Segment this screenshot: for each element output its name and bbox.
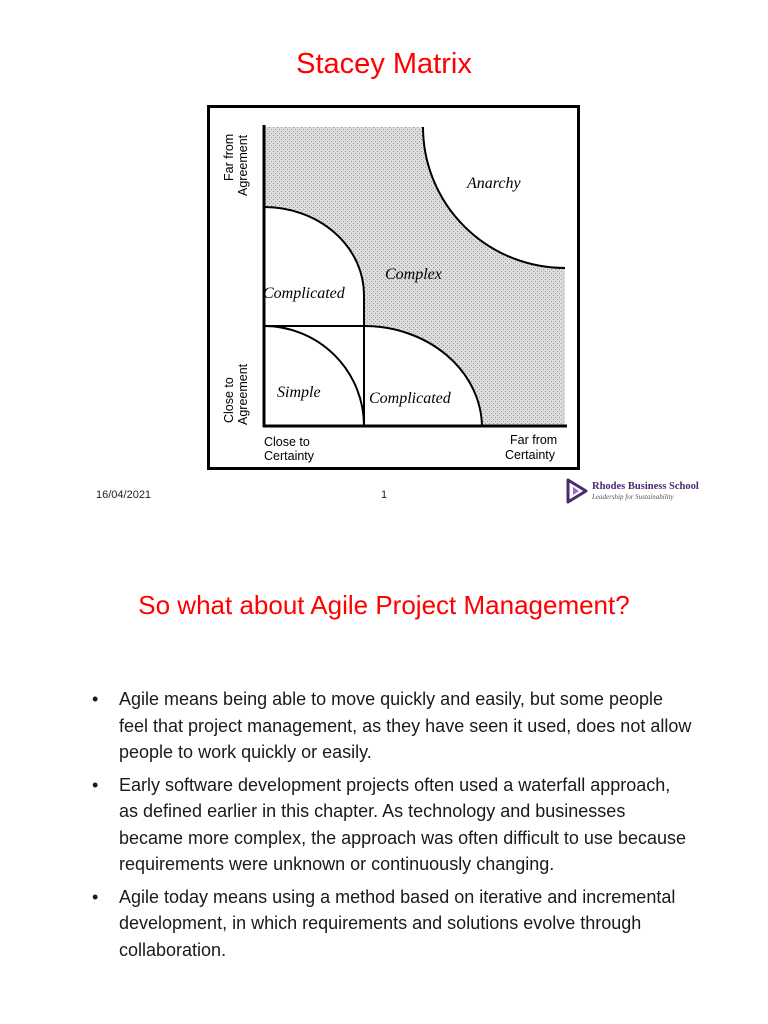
region-label-complex: Complex [385, 266, 442, 283]
bullet-icon: • [92, 689, 99, 709]
list-item [92, 772, 692, 878]
stacey-matrix-diagram [207, 105, 580, 470]
region-label-simple: Simple [277, 384, 321, 401]
y-axis-top-label-line1: Far from [222, 133, 236, 181]
list-item [92, 884, 692, 964]
x-axis-left-label-line1: Close to [264, 435, 310, 449]
footer-date: 16/04/2021 [96, 489, 152, 501]
region-label-complicated-lower: Complicated [369, 390, 451, 407]
y-axis-top-label-line2: Agreement [236, 134, 250, 196]
bullet-icon: • [92, 774, 99, 795]
y-axis-bottom-label-line2: Agreement [236, 363, 250, 425]
x-axis-right-label-line2: Certainty [505, 448, 556, 462]
bullet-text: Agile means being able to move quickly and easily, but some people feel that project management, as they have seen it used, does not allow people to work quickly or easily. [119, 689, 692, 762]
x-axis-left-label-line2: Certainty [264, 449, 315, 463]
bullet-text: Early software development projects often used a waterfall approach, as defined earlier in this chapter. As technology and businesses became more complex, the approach was often difficult to use because requirements were unknown or continuously changing. [119, 774, 686, 874]
logo-mark-icon [565, 478, 589, 504]
bullet-icon: • [92, 886, 99, 907]
slide-title: Stacey Matrix [296, 48, 472, 80]
region-label-complicated-upper: Complicated [263, 285, 345, 302]
footer-page-number: 1 [381, 489, 388, 501]
region-label-anarchy: Anarchy [467, 175, 521, 192]
x-axis-right-label-line1: Far from [510, 433, 558, 447]
bullet-text: Agile today means using a method based on iterative and incremental development, in which requirements and solutions evolve through collaboration. [119, 886, 676, 960]
list-item [92, 686, 692, 766]
logo-name: Rhodes Business School [592, 481, 699, 492]
slide-title: So what about Agile Project Management? [138, 590, 630, 620]
bullet-list [92, 686, 692, 969]
logo-tagline: Leadership for Sustainability [592, 493, 674, 501]
rhodes-business-school-logo [565, 478, 705, 504]
y-axis-bottom-label-line1: Close to [222, 377, 236, 423]
